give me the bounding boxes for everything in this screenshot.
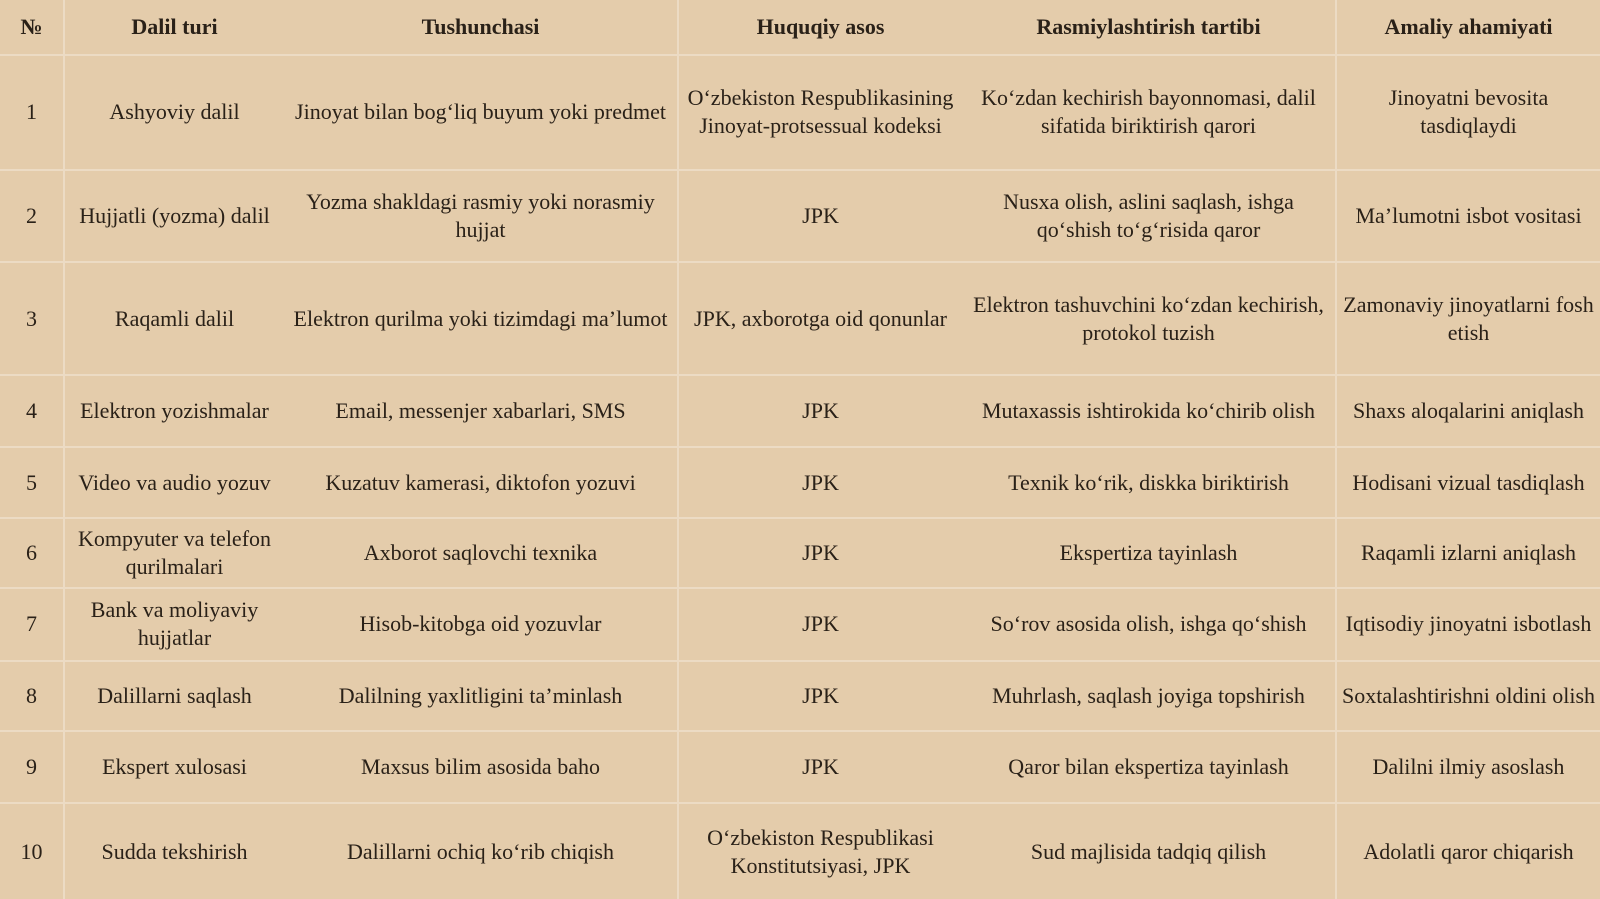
cell-concept: Kuzatuv kamerasi, diktofon yozuvi bbox=[284, 447, 678, 517]
cell-number: 6 bbox=[0, 518, 64, 588]
cell-evidence-type: Elektron yozishmalar bbox=[64, 375, 284, 447]
cell-legal-basis: JPK, axborotga oid qonunlar bbox=[678, 262, 962, 375]
cell-number: 9 bbox=[0, 731, 64, 803]
cell-evidence-type: Hujjatli (yozma) dalil bbox=[64, 170, 284, 263]
header-practical-significance: Amaliy ahamiyati bbox=[1384, 14, 1553, 39]
cell-concept: Hisob-kitobga oid yozuvlar bbox=[284, 588, 678, 660]
cell-number: 4 bbox=[0, 375, 64, 447]
cell-formalization: Mutaxassis ishtirokida ko‘chirib olish bbox=[962, 375, 1336, 447]
cell-significance: Ma’lumotni isbot vositasi bbox=[1336, 170, 1600, 263]
cell-evidence-type: Ashyoviy dalil bbox=[64, 55, 284, 170]
cell-significance: Raqamli izlarni aniqlash bbox=[1336, 518, 1600, 588]
cell-number: 2 bbox=[0, 170, 64, 263]
cell-formalization: Sud majlisida tadqiq qilish bbox=[962, 803, 1336, 899]
cell-evidence-type: Ekspert xulosasi bbox=[64, 731, 284, 803]
header-number: № bbox=[0, 0, 64, 55]
cell-legal-basis: JPK bbox=[678, 731, 962, 803]
cell-evidence-type: Dalillarni saqlash bbox=[64, 661, 284, 731]
table-row bbox=[0, 518, 1600, 588]
cell-significance: Soxtalashtirishni oldini olish bbox=[1336, 661, 1600, 731]
cell-concept: Email, messenjer xabarlari, SMS bbox=[284, 375, 678, 447]
cell-legal-basis: JPK bbox=[678, 661, 962, 731]
cell-formalization: Qaror bilan ekspertiza tayinlash bbox=[962, 731, 1336, 803]
cell-evidence-type: Video va audio yozuv bbox=[64, 447, 284, 517]
cell-significance: Adolatli qaror chiqarish bbox=[1336, 803, 1600, 899]
cell-concept: Yozma shakldagi rasmiy yoki norasmiy hujjat bbox=[284, 170, 678, 263]
cell-concept: Jinoyat bilan bog‘liq buyum yoki predmet bbox=[284, 55, 678, 170]
header-concept: Tushunchasi bbox=[284, 0, 678, 55]
cell-evidence-type: Raqamli dalil bbox=[64, 262, 284, 375]
cell-formalization: Ekspertiza tayinlash bbox=[962, 518, 1336, 588]
cell-significance: Dalilni ilmiy asoslash bbox=[1336, 731, 1600, 803]
cell-legal-basis: O‘zbekiston Respublikasining Jinoyat-protsessual kodeksi bbox=[678, 55, 962, 170]
cell-evidence-type: Kompyuter va telefon qurilmalari bbox=[64, 518, 284, 588]
header-formalization-procedure: Rasmiylashtirish tartibi bbox=[962, 0, 1336, 55]
cell-significance: Shaxs aloqalarini aniqlash bbox=[1336, 375, 1600, 447]
table-body bbox=[0, 55, 1600, 899]
cell-formalization: Muhrlash, saqlash joyiga topshirish bbox=[962, 661, 1336, 731]
cell-formalization: So‘rov asosida olish, ishga qo‘shish bbox=[962, 588, 1336, 660]
header-row bbox=[0, 0, 1600, 55]
cell-legal-basis: JPK bbox=[678, 170, 962, 263]
cell-evidence-type: Sudda tekshirish bbox=[64, 803, 284, 899]
cell-legal-basis: O‘zbekiston Respublikasi Konstitutsiyasi, JPK bbox=[678, 803, 962, 899]
header-legal-basis: Huquqiy asos bbox=[756, 14, 885, 39]
cell-significance: Hodisani vizual tasdiqlash bbox=[1336, 447, 1600, 517]
cell-formalization: Texnik ko‘rik, diskka biriktirish bbox=[962, 447, 1336, 517]
cell-number: 8 bbox=[0, 661, 64, 731]
cell-number: 3 bbox=[0, 262, 64, 375]
table-header bbox=[0, 0, 1600, 55]
cell-concept: Axborot saqlovchi texnika bbox=[284, 518, 678, 588]
table-row bbox=[0, 170, 1600, 263]
cell-legal-basis: JPK bbox=[678, 447, 962, 517]
header-evidence-type: Dalil turi bbox=[131, 14, 218, 39]
cell-concept: Maxsus bilim asosida baho bbox=[284, 731, 678, 803]
cell-number: 5 bbox=[0, 447, 64, 517]
cell-legal-basis: JPK bbox=[678, 375, 962, 447]
table-row bbox=[0, 447, 1600, 517]
cell-number: 10 bbox=[0, 803, 64, 899]
table-row bbox=[0, 262, 1600, 375]
table-row bbox=[0, 375, 1600, 447]
cell-significance: Zamonaviy jinoyatlarni fosh etish bbox=[1336, 262, 1600, 375]
cell-formalization: Nusxa olish, aslini saqlash, ishga qo‘shish to‘g‘risida qaror bbox=[962, 170, 1336, 263]
cell-significance: Jinoyatni bevosita tasdiqlaydi bbox=[1336, 55, 1600, 170]
table-row bbox=[0, 803, 1600, 899]
table-row bbox=[0, 661, 1600, 731]
cell-legal-basis: JPK bbox=[678, 518, 962, 588]
table-row bbox=[0, 55, 1600, 170]
cell-formalization: Elektron tashuvchini ko‘zdan kechirish, protokol tuzish bbox=[962, 262, 1336, 375]
table-row bbox=[0, 731, 1600, 803]
table-row bbox=[0, 588, 1600, 660]
cell-formalization: Ko‘zdan kechirish bayonnomasi, dalil sifatida biriktirish qarori bbox=[962, 55, 1336, 170]
cell-significance: Iqtisodiy jinoyatni isbotlash bbox=[1336, 588, 1600, 660]
cell-number: 1 bbox=[0, 55, 64, 170]
cell-legal-basis: JPK bbox=[678, 588, 962, 660]
cell-concept: Elektron qurilma yoki tizimdagi ma’lumot bbox=[284, 262, 678, 375]
cell-concept: Dalillarni ochiq ko‘rib chiqish bbox=[284, 803, 678, 899]
cell-concept: Dalilning yaxlitligini ta’minlash bbox=[284, 661, 678, 731]
cell-number: 7 bbox=[0, 588, 64, 660]
cell-evidence-type: Bank va moliyaviy hujjatlar bbox=[64, 588, 284, 660]
